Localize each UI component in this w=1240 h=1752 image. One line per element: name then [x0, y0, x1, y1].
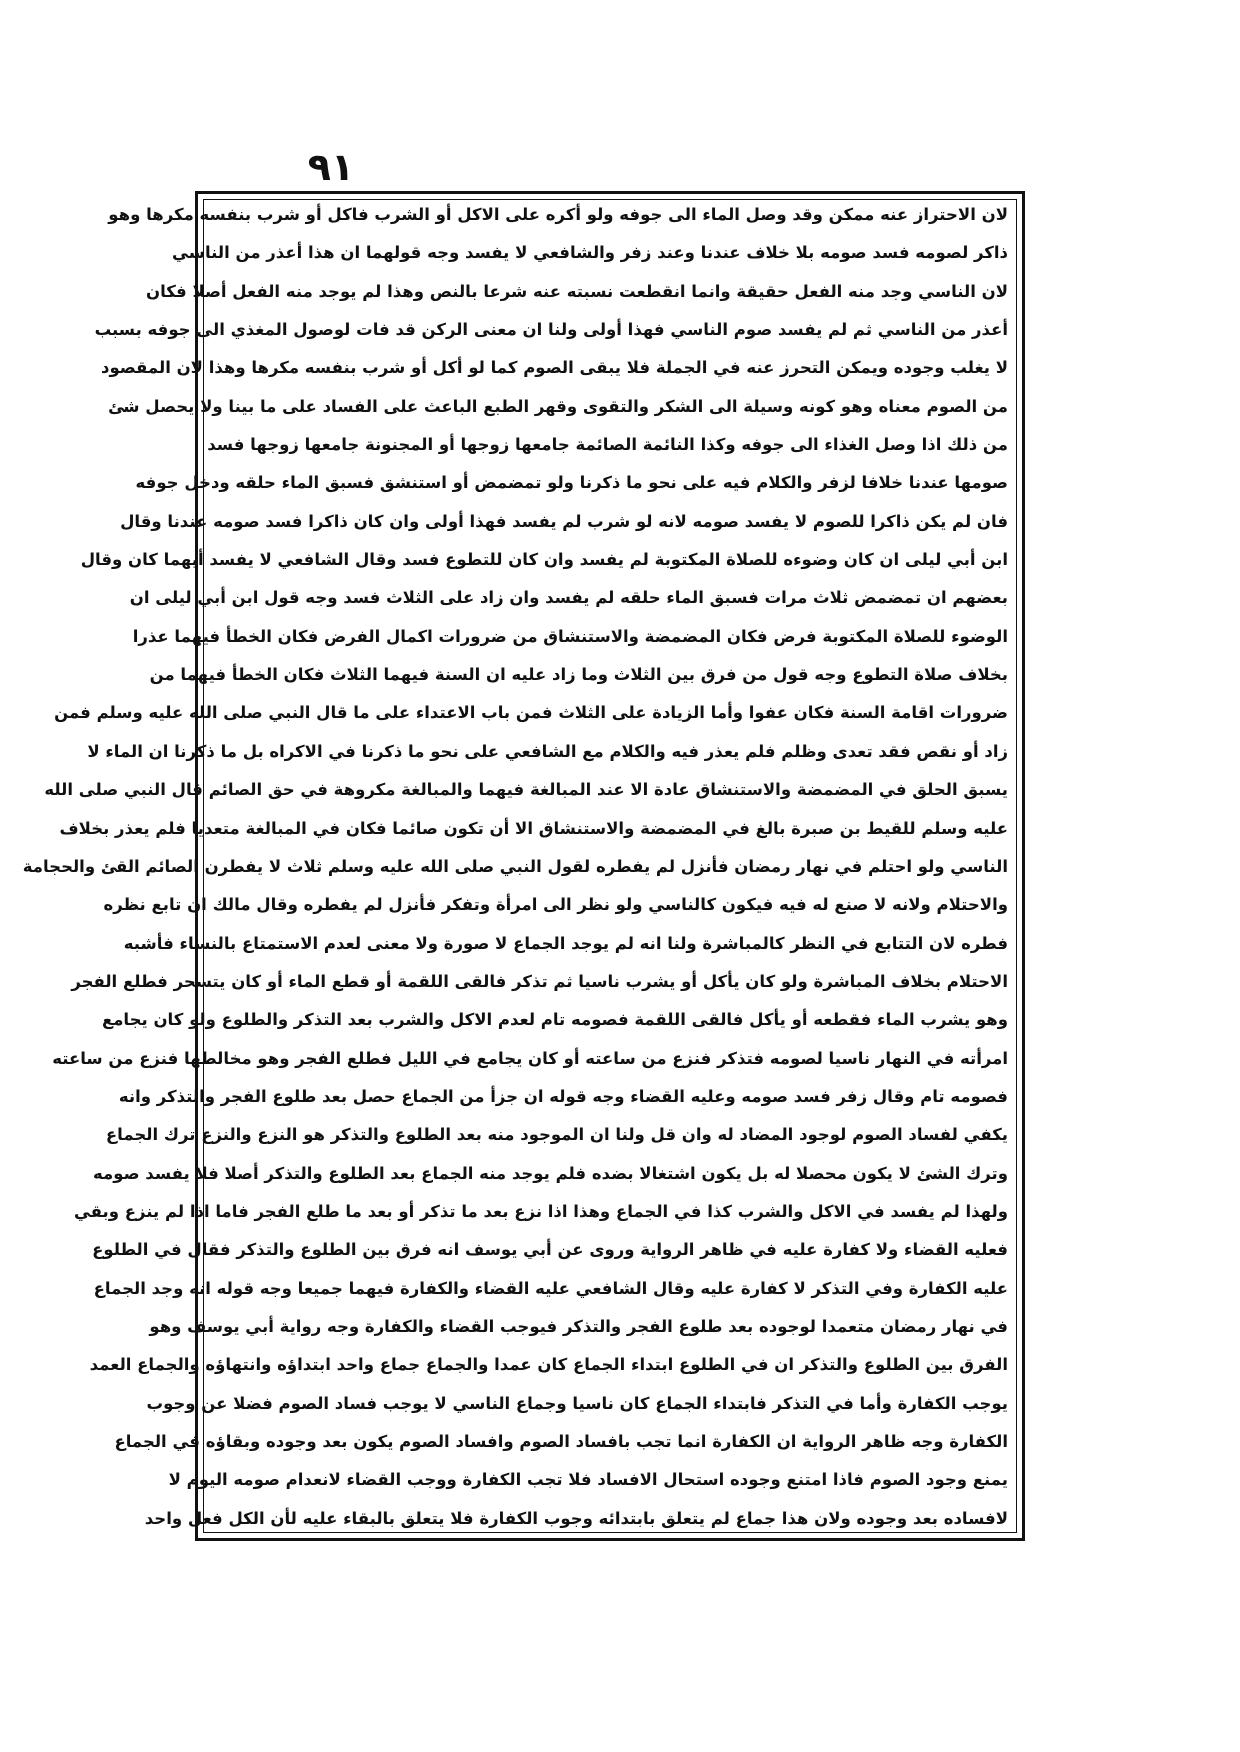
text-line: في نهار رمضان متعمدا لوجوده بعد طلوع الفجر والتذكر فيوجب القضاء والكفارة وجه رواية أبي يوسف وهو — [149, 1316, 1008, 1336]
text-line: الناسي ولو احتلم في نهار رمضان فأنزل لم يفطره لقول النبي صلى الله عليه وسلم ثلاث لا يفطرن الصائم القئ والحجامة — [22, 856, 1008, 876]
text-line: لا يغلب وجوده ويمكن التحرز عنه في الجملة فلا يبقى الصوم كما لو أكل أو شرب بنفسه مكرها وهذا لان المقصود — [100, 358, 1008, 378]
text-line: عليه الكفارة وفي التذكر لا كفارة عليه وقال الشافعي عليه القضاء والكفارة فيهما جميعا وجه قوله انه وجد الجماع — [93, 1278, 1008, 1298]
text-line: الكفارة وجه ظاهر الرواية ان الكفارة انما تجب بافساد الصوم وافساد الصوم يكون بعد وجوده وبقاؤه في الجماع — [114, 1432, 1008, 1451]
text-line: يكفي لفساد الصوم لوجود المضاد له وان قل ولنا ان الموجود منه بعد الطلوع والتذكر هو النزع والنزع ترك الجماع — [105, 1125, 1008, 1145]
text-line: من الصوم معناه وهو كونه وسيلة الى الشكر والتقوى وقهر الطبع الباعث على الفساد على ما بينا ولا يحصل شئ — [108, 396, 1008, 416]
text-line: ضرورات اقامة السنة فكان عفوا وأما الزيادة على الثلاث فمن باب الاعتداء على ما قال النبي صلى الله عليه وسلم فمن — [54, 703, 1008, 723]
text-line: ابن أبي ليلى ان كان وضوءه للصلاة المكتوبة لم يفسد وان كان للتطوع فسد وقال الشافعي لا يفسد أيهما كان وقال — [80, 550, 1008, 570]
text-line: امرأته في النهار ناسيا لصومه فتذكر فنزع من ساعته أو كان يجامع في الليل فطلع الفجر وهو مخالطها فنزع من ساعته — [52, 1048, 1008, 1068]
text-line: يوجب الكفارة وأما في التذكر فابتداء الجماع كان ناسيا وجماع الناسي لا يوجب فساد الصوم فضلا عن وجوب — [146, 1393, 1008, 1413]
text-line: فعليه القضاء ولا كفارة عليه في ظاهر الرواية وروى عن أبي يوسف انه فرق بين الطلوع والتذكر فقال في الطلوع — [92, 1240, 1008, 1260]
text-line: وترك الشئ لا يكون محصلا له بل يكون اشتغالا بضده فلم يوجد منه الجماع بعد الطلوع والتذكر أصلا فلا يفسد صومه — [93, 1163, 1008, 1183]
text-line: وهو يشرب الماء فقطعه أو يأكل فالقى اللقمة فصومه تام لعدم الاكل والشرب بعد التذكر والطلوع ولو كان يجامع — [101, 1010, 1008, 1030]
text-line: لان الاحتراز عنه ممكن وقد وصل الماء الى جوفه ولو أكره على الاكل أو الشرب فاكل أو شرب بنفسه مكرها وهو — [108, 205, 1008, 224]
text-line: لافساده بعد وجوده ولان هذا جماع لم يتعلق بابتدائه وجوب الكفارة فلا يتعلق بالبقاء عليه لأن الكل فعل واحد — [144, 1508, 1008, 1528]
text-line: يسبق الحلق في المضمضة والاستنشاق عادة الا عند المبالغة فيهما والمبالغة مكروهة في حق الصائم قال النبي صلى الله — [44, 780, 1008, 800]
text-line: فطره لان التتابع في النظر كالمباشرة ولنا انه لم يوجد الجماع لا صورة ولا معنى لعدم الاستمتاع بالنساء فأشبه — [123, 933, 1008, 953]
text-line: زاد أو نقص فقد تعدى وظلم فلم يعذر فيه والكلام مع الشافعي على نحو ما ذكرنا في الاكراه بل ما ذكرنا ان الماء لا — [87, 741, 1008, 761]
text-line: عليه وسلم للقيط بن صبرة بالغ في المضمضة والاستنشاق الا أن تكون صائما فكان في المبالغة متعديا فلم يعذر بخلاف — [59, 818, 1008, 838]
text-line: ولهذا لم يفسد في الاكل والشرب كذا في الجماع وهذا اذا نزع بعد ما تذكر أو بعد ما طلع الفجر فاما اذا لم ينزع وبقي — [73, 1201, 1008, 1221]
text-line: فصومه تام وقال زفر فسد صومه وعليه القضاء وجه قوله ان جزأ من الجماع حصل بعد طلوع الفجر والتذكر وانه — [118, 1086, 1008, 1106]
text-line: أعذر من الناسي ثم لم يفسد صوم الناسي فهذا أولى ولنا ان معنى الركن قد فات لوصول المغذي الى جوفه بسبب — [94, 320, 1008, 340]
main-text — [22, 204, 1008, 1530]
text-line: بعضهم ان تمضمض ثلاث مرات فسبق الماء حلقه لم يفسد وان زاد على الثلاث فسد وجه قول ابن أبي ليلى ان — [129, 588, 1008, 608]
text-line: الفرق بين الطلوع والتذكر ان في الطلوع ابتداء الجماع كان عمدا والجماع جماع واحد ابتداؤه وانتهاؤه والجماع العمد — [89, 1355, 1008, 1375]
text-line: بخلاف صلاة التطوع وجه قول من فرق بين الثلاث وما زاد عليه ان السنة فيهما الثلاث فكان الخطأ فيهما من — [149, 665, 1008, 685]
page-number: ٩١ — [307, 145, 355, 189]
text-line: من ذلك اذا وصل الغذاء الى جوفه وكذا النائمة الصائمة جامعها زوجها أو المجنونة جامعها زوجها فسد — [207, 435, 1008, 455]
text-line: فان لم يكن ذاكرا للصوم لا يفسد صومه لانه لو شرب لم يفسد فهذا أولى وان كان ذاكرا فسد صومه عندنا وقال — [120, 511, 1008, 531]
text-line: الوضوء للصلاة المكتوبة فرض فكان المضمضة والاستنشاق من ضرورات اكمال الفرض فكان الخطأ فيهما عذرا — [132, 626, 1008, 646]
text-line: لان الناسي وجد منه الفعل حقيقة وانما انقطعت نسبته عنه شرعا بالنص وهذا لم يوجد منه الفعل أصلا فكان — [146, 281, 1008, 301]
text-line: يمنع وجود الصوم فاذا امتنع وجوده استحال الافساد فلا تجب الكفارة ووجب القضاء لانعدام صومه اليوم لا — [168, 1470, 1008, 1490]
text-line: ذاكر لصومه فسد صومه بلا خلاف عندنا وعند زفر والشافعي لا يفسد وجه قولهما ان هذا أعذر من الناسي — [172, 243, 1008, 263]
text-line: الاحتلام بخلاف المباشرة ولو كان يأكل أو يشرب ناسيا ثم تذكر فالقى اللقمة أو قطع الماء أو كان يتسحر فطلع الفجر — [71, 971, 1008, 991]
text-line: صومها عندنا خلافا لزفر والكلام فيه على نحو ما ذكرنا ولو تمضمض أو استنشق فسبق الماء حلقه ودخل جوفه — [135, 473, 1008, 493]
text-frame — [22, 191, 1025, 1541]
text-line: والاحتلام ولانه لا صنع له فيه فيكون كالناسي ولو نظر الى امرأة وتفكر فأنزل لم يفطره وقال مالك ان تابع نظره — [103, 895, 1008, 915]
